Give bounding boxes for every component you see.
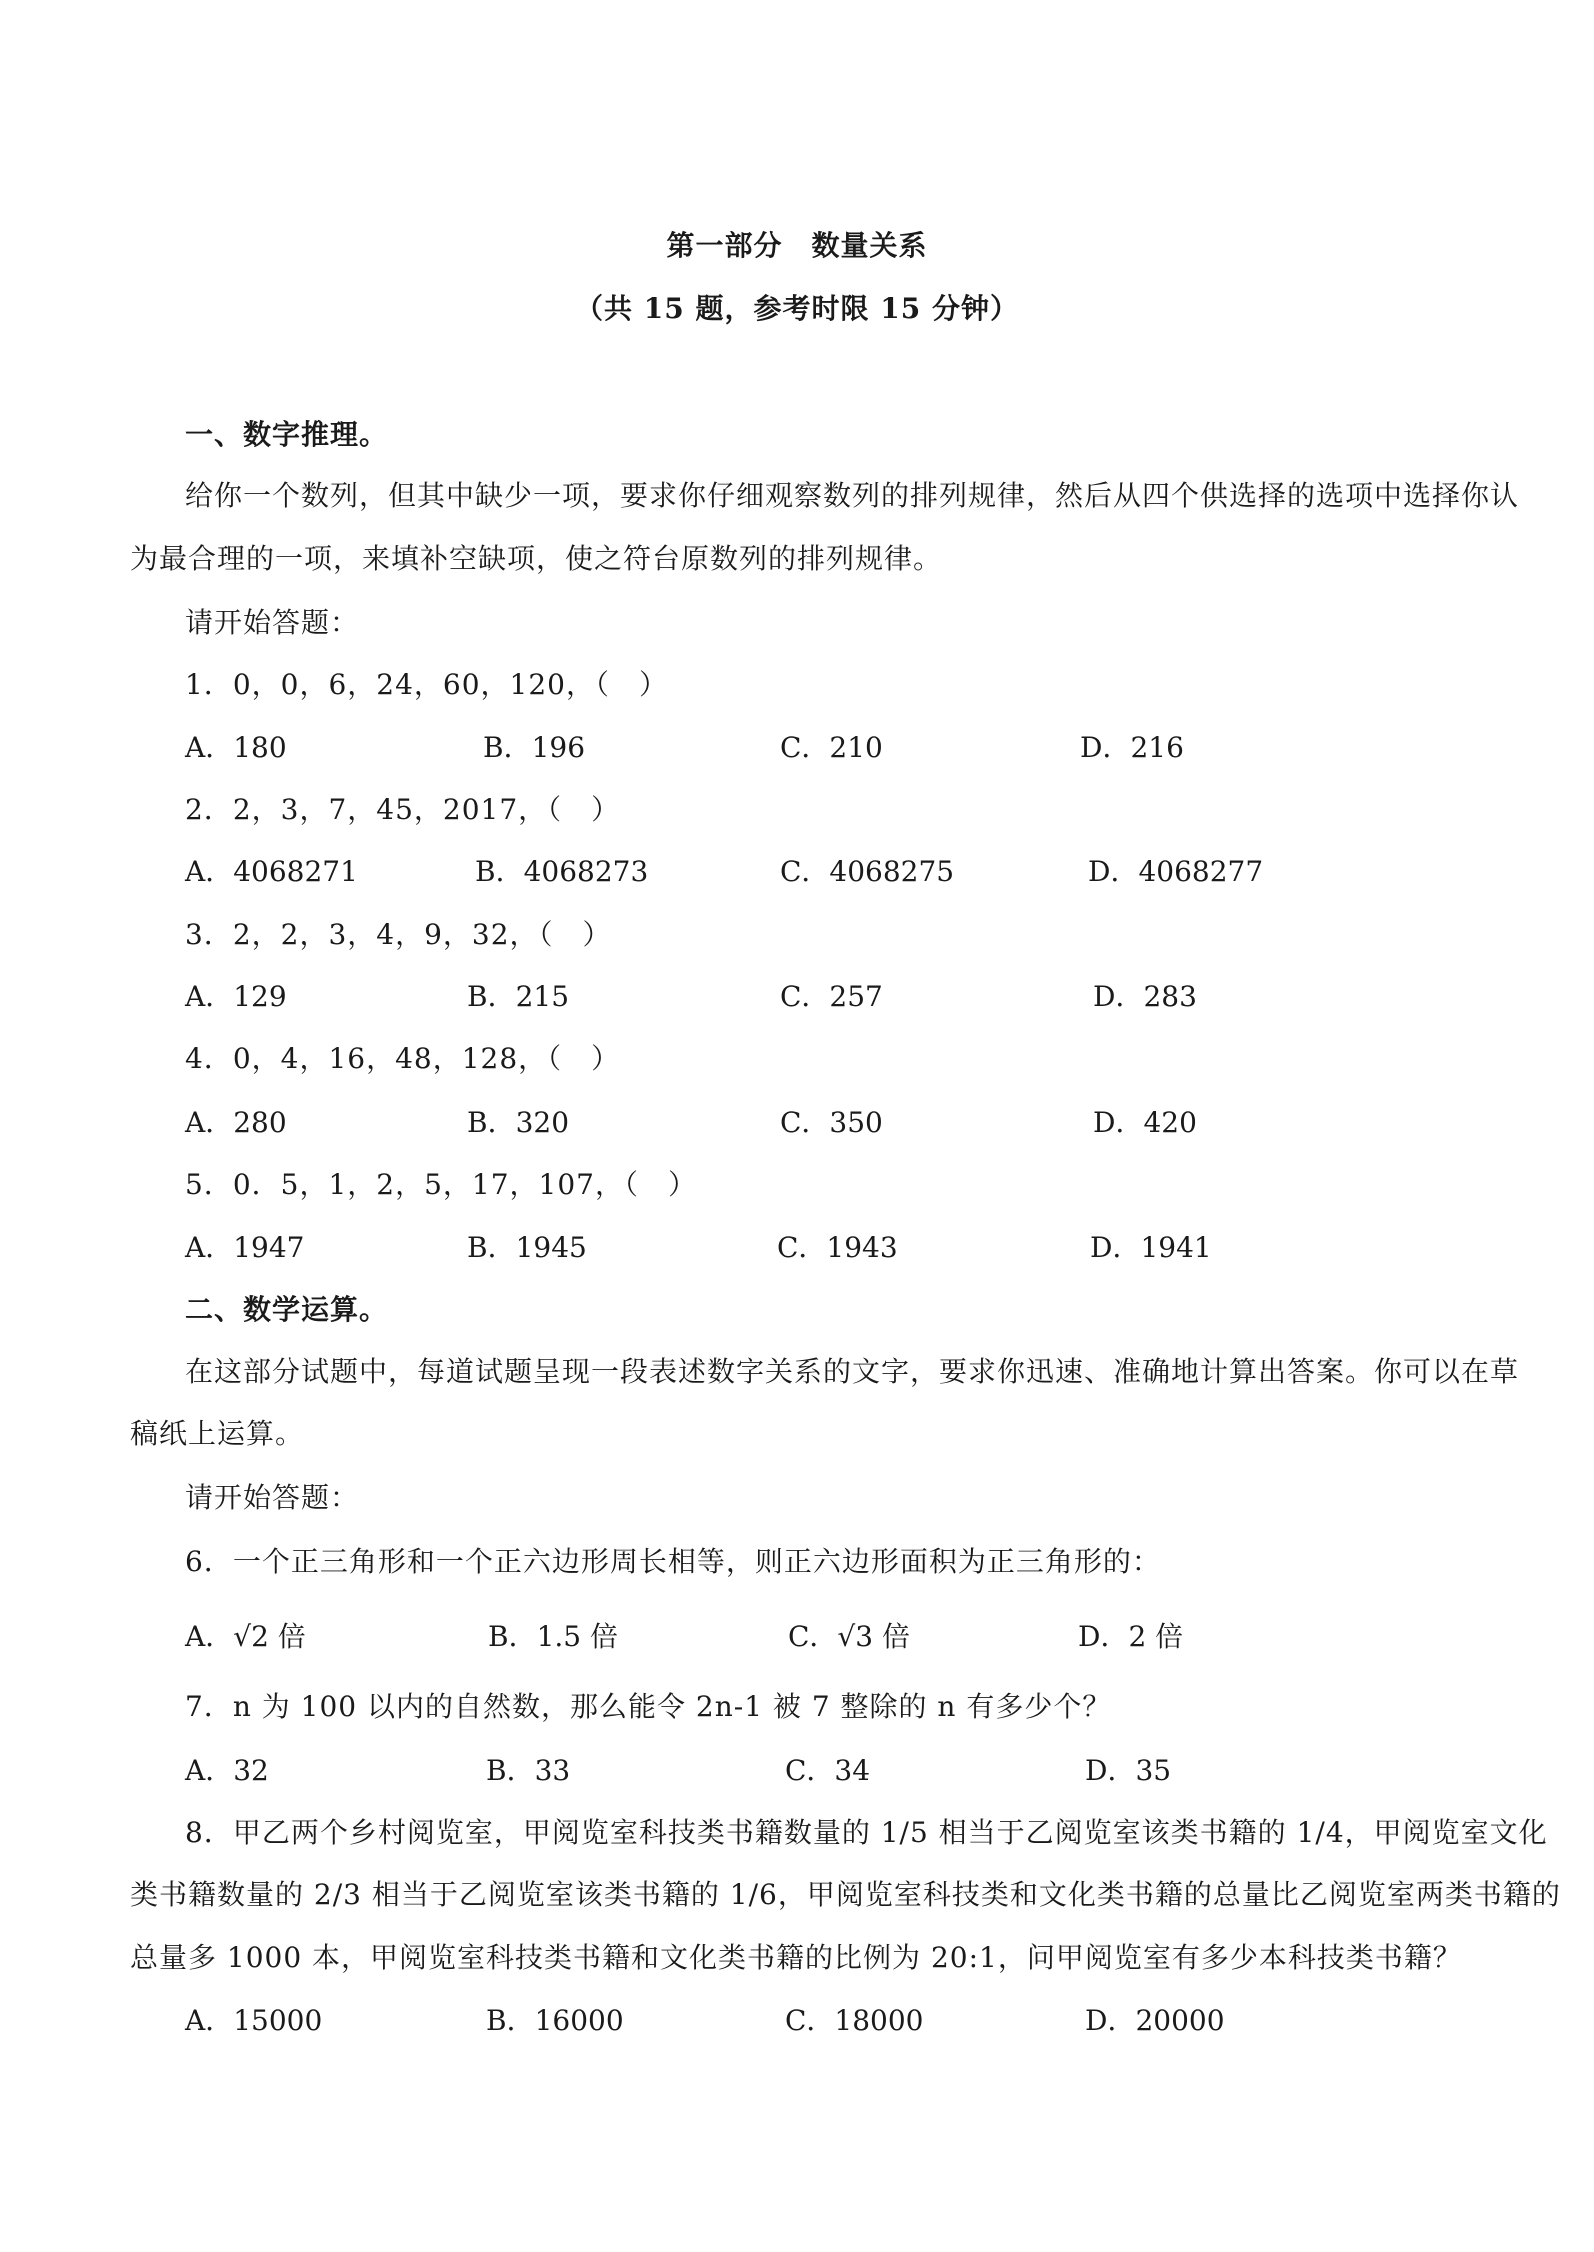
- option-d: D．2 倍: [1078, 1620, 1184, 1653]
- option-b: B．320: [467, 1106, 570, 1139]
- option-a: A．129: [185, 980, 287, 1013]
- question-8-cont: 总量多 1000 本，甲阅览室科技类书籍和文化类书籍的比例为 20:1，问甲阅览室有多少本科技类书籍？: [130, 1941, 1462, 1974]
- option-c: C．34: [785, 1754, 871, 1787]
- option-b: B．215: [467, 980, 570, 1013]
- option-a: A．1947: [185, 1231, 305, 1264]
- option-a: A．32: [185, 1754, 269, 1787]
- option-b: B．33: [486, 1754, 571, 1787]
- section1-intro: 给你一个数列，但其中缺少一项，要求你仔细观察数列的排列规律，然后从四个供选择的选项中选择你认: [185, 479, 1520, 512]
- option-c: C．210: [780, 731, 883, 764]
- question-2: 2．2，3，7，45，2017，（ ）: [185, 793, 621, 826]
- section2-heading: 二、数学运算。: [185, 1293, 389, 1326]
- option-b: B．1.5 倍: [488, 1620, 619, 1653]
- section1-heading: 一、数字推理。: [185, 418, 389, 451]
- option-b: B．196: [483, 731, 586, 764]
- option-a: A．280: [185, 1106, 287, 1139]
- section2-intro-cont: 稿纸上运算。: [130, 1417, 305, 1450]
- option-a: A．15000: [185, 2004, 323, 2037]
- option-a: A．4068271: [185, 855, 358, 888]
- option-b: B．4068273: [475, 855, 649, 888]
- option-d: D．1941: [1090, 1231, 1212, 1264]
- question-7: 7．n 为 100 以内的自然数，那么能令 2n-1 被 7 整除的 n 有多少个？: [185, 1690, 1112, 1723]
- option-b: B．16000: [486, 2004, 624, 2037]
- page-title: 第一部分 数量关系: [666, 229, 928, 262]
- section1-intro-cont: 为最合理的一项，来填补空缺项，使之符台原数列的排列规律。: [130, 542, 943, 575]
- option-d: D．4068277: [1088, 855, 1264, 888]
- option-a: A．180: [185, 731, 287, 764]
- question-5: 5．0．5，1，2，5，17，107，（ ）: [185, 1168, 697, 1201]
- section2-start: 请开始答题：: [185, 1481, 360, 1514]
- option-c: C．4068275: [780, 855, 955, 888]
- section2-intro: 在这部分试题中，每道试题呈现一段表述数字关系的文字，要求你迅速、准确地计算出答案。你可以在草: [185, 1355, 1520, 1388]
- option-d: D．20000: [1085, 2004, 1225, 2037]
- question-3: 3．2，2，3，4，9，32，（ ）: [185, 918, 612, 951]
- option-b: B．1945: [467, 1231, 587, 1264]
- option-d: D．283: [1093, 980, 1197, 1013]
- option-c: C．257: [780, 980, 883, 1013]
- option-c: C．350: [780, 1106, 883, 1139]
- option-c: C．√3 倍: [788, 1620, 910, 1653]
- question-4: 4．0，4，16，48，128，（ ）: [185, 1042, 621, 1075]
- question-1: 1．0，0，6，24，60，120，（ ）: [185, 668, 668, 701]
- question-8-cont: 类书籍数量的 2/3 相当于乙阅览室该类书籍的 1/6，甲阅览室科技类和文化类书籍的总量比乙阅览室两类书籍的: [130, 1878, 1561, 1911]
- option-d: D．420: [1093, 1106, 1197, 1139]
- section1-start: 请开始答题：: [185, 606, 360, 639]
- option-c: C．1943: [777, 1231, 898, 1264]
- page-subtitle: （共 15 题，参考时限 15 分钟）: [575, 292, 1019, 325]
- option-d: D．216: [1080, 731, 1184, 764]
- question-6: 6．一个正三角形和一个正六边形周长相等，则正六边形面积为正三角形的：: [185, 1545, 1161, 1578]
- question-8: 8．甲乙两个乡村阅览室，甲阅览室科技类书籍数量的 1/5 相当于乙阅览室该类书籍的 1/4，甲阅览室文化: [185, 1816, 1548, 1849]
- option-a: A．√2 倍: [185, 1620, 306, 1653]
- option-c: C．18000: [785, 2004, 924, 2037]
- option-d: D．35: [1085, 1754, 1172, 1787]
